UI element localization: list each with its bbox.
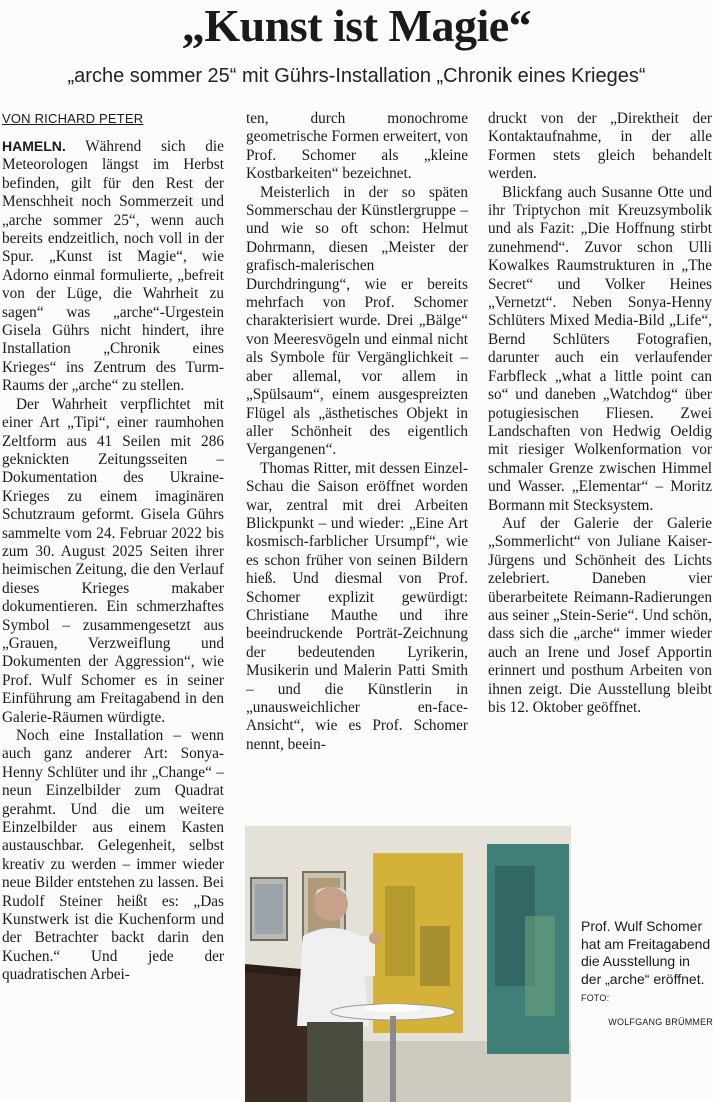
- paragraph: druckt von der „Direktheit der Kontaktaufnahme, in der alle Formen stets gleich behandelt werden.: [488, 110, 712, 183]
- paragraph: Meisterlich in der so späten Sommerschau der Künstlergruppe – und wie so oft schon: Helmut Dohrmann, diesen „Meister der grafisch-malerischen Durchdringung“, wie er bereits mehrfach von Prof. Schomer charakterisiert wurde. Drei „Bälge“ von Meeresvögeln und einmal nicht als Symbole für Vergänglichkeit – aber allemal, vor allem in „Spülsaum“, einem ausgespreizten Flügel als „ästhetisches Objekt in aller Schönheit des eigentlich Vergangenen“.: [246, 183, 468, 459]
- caption-text: Prof. Wulf Schomer hat am Freitagabend die Ausstellung in der „arche“ eröffnet.: [581, 918, 711, 987]
- paragraph: [2, 137, 224, 396]
- article-column-1: [2, 137, 224, 1102]
- photo-credit-label: FOTO:: [581, 993, 610, 1003]
- photo-caption: [581, 918, 713, 1008]
- article-photo: [245, 826, 571, 1102]
- headline: „Kunst ist Magie“: [181, 0, 532, 51]
- paragraph: Blickfang auch Susanne Otte und ihr Triptychon mit Kreuzsymbolik und als Fazit: „Die Hoffnung stirbt zunehmend“. Zuvor schon Ulli Kowalkes Raumstrukturen in „The Secret“ und Volker Heines „Vernetzt“. Neben Sonya-Henny Schlüters Mixed Media-Bild „Life“, Bernd Schlüters Fotografien, darunter auch ein verlaufender Farbfleck „what a little point can so“ und daneben „Watchdog“ über potugiesischen Fliesen. Zwei Landschaften von Hedwig Oeldig mit riesiger Wolkenformation vor schmaler Grenze zwischen Himmel und Wasser. „Elementar“ – Moritz Bormann mit Stecksystem.: [488, 183, 712, 514]
- gallery-photo-illustration: [245, 826, 571, 1102]
- paragraph-text: Während sich die Meteorologen längst im Herbst befinden, gilt für den Rest der Menschheit noch Sommerzeit und „arche sommer 25“, wenn auch bereits endzeitlich, noch voll in der Spur. „Kunst ist Magie“, wie Adorno einmal formulierte, „befreit von der Lüge, die Wahrheit zu sagen“ was „arche“-Urgestein Gisela Gührs nicht hindert, ihre Installation „Chronik eines Krieges“ ins Zentrum des Turm-Raums der „arche“ zu stellen.: [2, 138, 224, 395]
- paragraph: ten, durch monochrome geometrische Formen erweitert, von Prof. Schomer als „kleine Kostbarkeiten“ bezeichnet.: [246, 110, 468, 183]
- paragraph: Der Wahrheit verpflichtet mit einer Art „Tipi“, einer raumhohen Zeltform aus 41 Seilen mit 286 geknickten Zeitungsseiten – Dokumentation des Ukraine-Krieges zu einem imaginären Schutzraum geformt. Gisela Gührs sammelte vom 24. Februar 2022 bis zum 30. August 2025 Seiten ihrer heimischen Zeitung, die den Verlauf dieses Krieges makaber dokumentieren. Ein schmerzhaftes Symbol – zusammengesetzt aus „Grauen, Verzweiflung und Dokumenten der Aggression“, wie Prof. Wulf Schomer es in seiner Einführung am Freitagabend in den Galerie-Räumen würdigte.: [2, 395, 224, 726]
- paragraph: Noch eine Installation – wenn auch ganz anderer Art: Sonya-Henny Schlüter und ihr „Change“ – neun Einzelbilder zum Quadrat gerahmt. Und die um weitere Einzelbilder aus einem Kasten austauschbar. Gelegenheit, selbst kreativ zu werden – immer wieder neue Bilder entstehen zu lassen. Bei Rudolf Steiner heißt es: „Das Kunstwerk ist die Kuchenform und der Betrachter backt darin den Kuchen.“ Und jede der quadratischen Arbei-: [2, 727, 224, 984]
- subheadline: „arche sommer 25“ mit Gührs-Installation „Chronik eines Krieges“: [67, 65, 646, 87]
- photo-credit: WOLFGANG BRÜMMER: [608, 1017, 713, 1027]
- byline: VON RICHARD PETER: [2, 111, 144, 126]
- dateline: HAMELN.: [2, 138, 66, 154]
- article-column-3: [488, 110, 712, 810]
- paragraph: Thomas Ritter, mit dessen Einzel-Schau die Saison eröffnet worden war, zentral mit drei Arbeiten Blickpunkt – und wieder: „Eine Art kosmisch-farblicher Ursumpf“, wie es schon früher von seinen Bildern hieß. Und diesmal von Prof. Schomer explizit gewürdigt: Christiane Mauthe und ihre beeindruckende Porträt-Zeichnung der bedeutenden Lyrikerin, Musikerin und Malerin Patti Smith – und die Künstlerin in „unausweichlicher en-face-Ansicht“, wie es Prof. Schomer nennt, beein-: [246, 459, 468, 753]
- article-column-2: [246, 110, 468, 810]
- paragraph: Auf der Galerie der Galerie „Sommerlicht“ von Juliane Kaiser-Jürgens und Schönheit des Lichts zelebriert. Daneben vier überarbeitete Reimann-Radierungen aus seiner „Stein-Serie“. Und schön, dass sich die „arche“ immer wieder auch an Irene und Josef Apportin erinnert und posthum Arbeiten von ihnen zeigt. Die Ausstellung bleibt bis 12. Oktober geöffnet.: [488, 514, 712, 716]
